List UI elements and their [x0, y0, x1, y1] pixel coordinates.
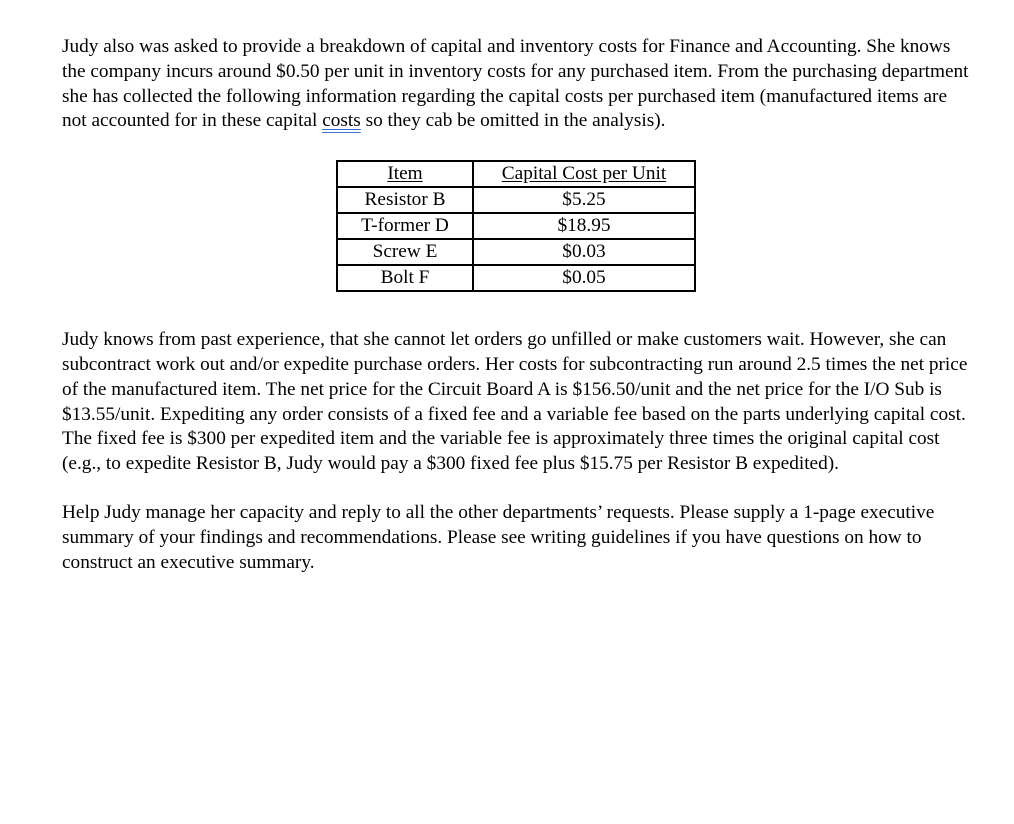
cell-item: Bolt F	[337, 265, 473, 291]
document-page	[62, 35, 972, 575]
cell-cost: $0.03	[473, 239, 695, 265]
header-capital-cost: Capital Cost per Unit	[473, 161, 695, 187]
spellcheck-marked-word: costs	[322, 110, 361, 132]
table-header-row	[337, 161, 695, 187]
intro-paragraph	[62, 35, 972, 134]
subcontract-expedite-paragraph: Judy knows from past experience, that she cannot let orders go unfilled or make customers wait. However, she can subcontract work out and/or expedite purchase orders. Her costs for subcontracting run around 2.5 times the net price of the manufactured item. The net price for the Circuit Board A is $156.50/unit and the net price for the I/O Sub is $13.55/unit. Expediting any order consists of a fixed fee and a variable fee based on the parts underlying capital cost. The fixed fee is $300 per expedited item and the variable fee is approximately three times the original capital cost (e.g., to expedite Resistor B, Judy would pay a $300 fixed fee plus $15.75 per Resistor B expedited).	[62, 329, 968, 475]
cell-cost: $0.05	[473, 265, 695, 291]
table-row	[337, 265, 695, 291]
cell-cost: $5.25	[473, 187, 695, 213]
intro-text-end: so they cab be omitted in the analysis).	[365, 110, 666, 132]
cell-item: Screw E	[337, 239, 473, 265]
request-paragraph: Help Judy manage her capacity and reply to all the other departments’ requests. Please supply a 1-page executive summary of your findings and recommendations. Please see writing guidelines if you have questions on how to construct an executive summary.	[62, 501, 935, 573]
table-row	[337, 239, 695, 265]
cell-cost: $18.95	[473, 213, 695, 239]
cell-item: T-former D	[337, 213, 473, 239]
header-item: Item	[337, 161, 473, 187]
capital-cost-table	[336, 160, 696, 292]
table-row	[337, 187, 695, 213]
cell-item: Resistor B	[337, 187, 473, 213]
intro-text-start: Judy also was asked to provide a breakdown of capital and inventory costs for Finance and Accounting. She knows the company incurs around $0.50 per unit in inventory costs for any purchased item. From the purchasing department she has collected the following information regarding the capital costs per purchased item (manufactured items are not accounted for in these capital	[62, 36, 969, 132]
table-row	[337, 213, 695, 239]
